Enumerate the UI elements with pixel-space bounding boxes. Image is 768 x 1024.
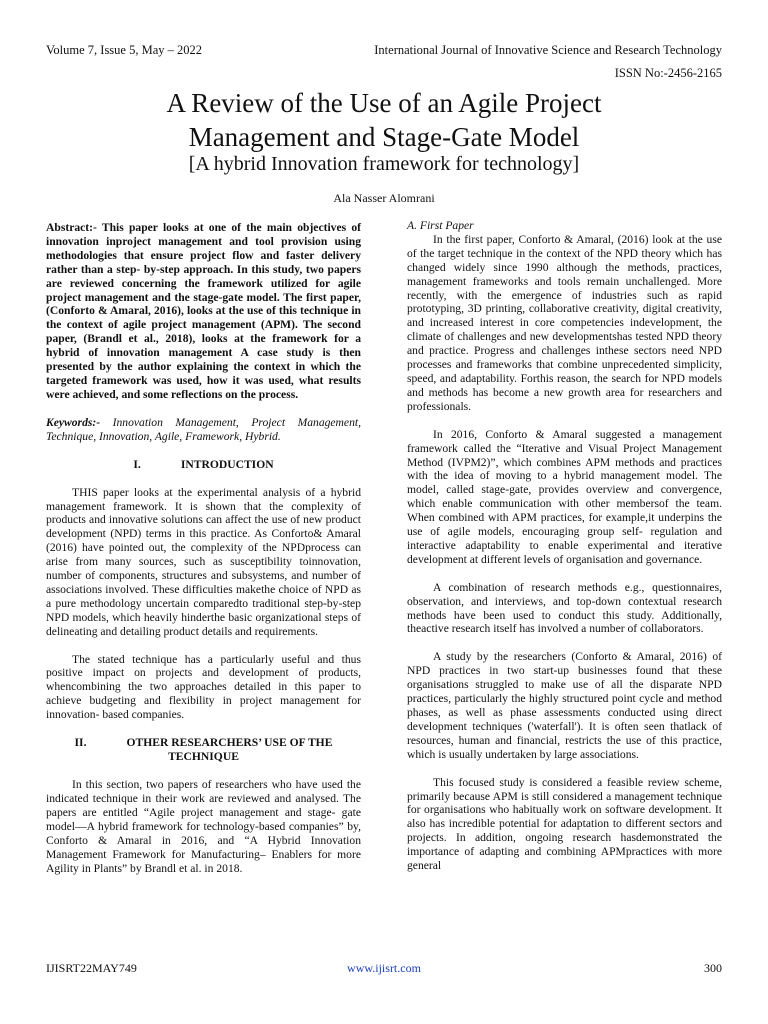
section-title: INTRODUCTION xyxy=(180,457,274,471)
paper-id: IJISRT22MAY749 xyxy=(46,961,137,975)
left-column xyxy=(46,221,361,875)
issn: ISSN No:-2456-2165 xyxy=(614,66,722,80)
volume-info: Volume 7, Issue 5, May – 2022 xyxy=(46,43,203,57)
paper-subtitle: [A hybrid Innovation framework for technology] xyxy=(188,153,580,175)
abstract: Abstract:- This paper looks at one of the main objectives of innovation inproject management and tool provision using methodologies that ensure project flow and faster delivery rather than a step- by-step approach. In this study, two papers are reviewed concerning the framework utilized for agile project management and the stage-gate model. The first paper, (Conforto & Amaral, 2016), looks at the use of this technique in the context of agile project management (APM). The second paper, (Brandl et al., 2018), looks at the framework for a hybrid of innovation management A case study is then presented by the author explaining the context in which the targeted framework was used, how it was used, what results were achieved, and some reflections on the process. xyxy=(46,221,361,401)
section-number: II. xyxy=(74,736,87,750)
first-paper-paragraph-1: In the first paper, Conforto & Amaral, (2016) look at the use of the target technique in the context of the NPD theory which has changed widely since 1990 although the methods, practices, management frameworks and tools remain unchallenged. More recently, with the emergence of industries such as rapid prototyping, 3D printing, collaborative creativity, digital creativity, and increased interest in core competencies indevelopment, the climate of challenges and new developmentshas tested NPD theory and practice. Progress and challenges inthese sectors need NPD processes and frameworks that combine unprecedented simplicity, speed, and adaptability. Forthis reason, the search for NPD models and methods has become a new growth area for researchers and professionals. xyxy=(407,232,722,413)
intro-paragraph-1: THIS paper looks at the experimental analysis of a hybrid management framework. It is shown that the complexity of products and innovative solutions can affect the use of new product development (NPD) terms in this practice. As Conforto& Amaral (2016) have pointed out, the complexity of the NPDprocess can arise from many sources, such as susceptibility toinnovation, number of components, structures and subsystems, and number of associations involved. These difficulties makethe choice of NPD as a pure methodology uncertain comparedto traditional step-by-step NPD models, which heavily hinderthe basic organizational steps of delineating and detailing product details and requirements. xyxy=(46,485,361,638)
author-name: Ala Nasser Alomrani xyxy=(333,191,435,205)
first-paper-paragraph-2: In 2016, Conforto & Amaral suggested a management framework called the “Iterative and Visual Project Management Method (IVPM2)”, which combines APM methods and practices with the idea of moving to a hybrid management model. The model, called stage-gate, provides overview and convergence, which enable communication with other membersof the team. When combined with APM practices, for example,it underpins the use of agile models, encouraging group self- regulation and interactive adaptability to enable experimental and iterative development at different levels of organisation and governance. xyxy=(407,427,722,566)
journal-name: International Journal of Innovative Science and Research Technology xyxy=(374,43,722,57)
section-number: I. xyxy=(133,457,141,471)
keywords xyxy=(46,416,361,444)
keywords-text: Innovation Management, Project Management, Technique, Innovation, Agile, Framework, Hybrid. xyxy=(46,415,361,443)
first-paper-paragraph-3: A combination of research methods e.g., questionnaires, observation, and interviews, and top-down contextual research methods have been used to conduct this study. Additionally, theactive research itself has involved a number of collaborators. xyxy=(407,580,722,636)
page-number: 300 xyxy=(704,961,722,975)
title-line-1: A Review of the Use of an Agile Project xyxy=(166,88,602,118)
section2-paragraph-1: In this section, two papers of researchers who have used the indicated technique in their work are reviewed and analysed. The papers are entitled “Agile project management and stage- gate model—A hybrid framework for technology-based companies” by, Conforto & Amaral in 2016, and “A Hybrid Innovation Management Framework for Manufacturing– Enablers for more Agility in Plants” by Brandl et al. in 2018. xyxy=(46,778,361,875)
journal-website-link[interactable]: www.ijisrt.com xyxy=(347,961,421,975)
section-heading-other-researchers xyxy=(46,736,361,764)
first-paper-paragraph-4: A study by the researchers (Conforto & Amaral, 2016) of NPD practices in two start-up businesses found that these organisations struggled to make use of all the disparate NPD practices, particularly the highly structured point cycle and method phases, as well as phase assessments conducted using direct development techniques ('waterfall'). It is often seen thatlack of resources, human and financial, restricts the use of this practice, which is usually undertaken by large associations. xyxy=(407,650,722,761)
keywords-label: Keywords:- xyxy=(46,415,101,429)
subsection-heading-first-paper: A. First Paper xyxy=(407,219,474,232)
intro-paragraph-2: The stated technique has a particularly useful and thus positive impact on projects and development of products, whencombining the two approaches detailed in this paper to achieve budgeting and flexibility in project management for innovation- based companies. xyxy=(46,652,361,722)
section-heading-introduction xyxy=(46,458,361,472)
section-title-line-2: TECHNIQUE xyxy=(168,750,239,764)
section-title-line-1: OTHER RESEARCHERS’ USE OF THE xyxy=(126,736,333,750)
right-column xyxy=(407,219,722,873)
paper-title xyxy=(0,86,768,154)
first-paper-paragraph-5: This focused study is considered a feasible review scheme, primarily because APM is still considered a management technique for organisations who habitually work on software development. It also has incredible potential for adaptation to different sectors and projects. In addition, ongoing research hasdemonstrated the importance of adapting and combining APMpractices with more general xyxy=(407,775,722,873)
title-line-2: Management and Stage-Gate Model xyxy=(188,122,580,152)
